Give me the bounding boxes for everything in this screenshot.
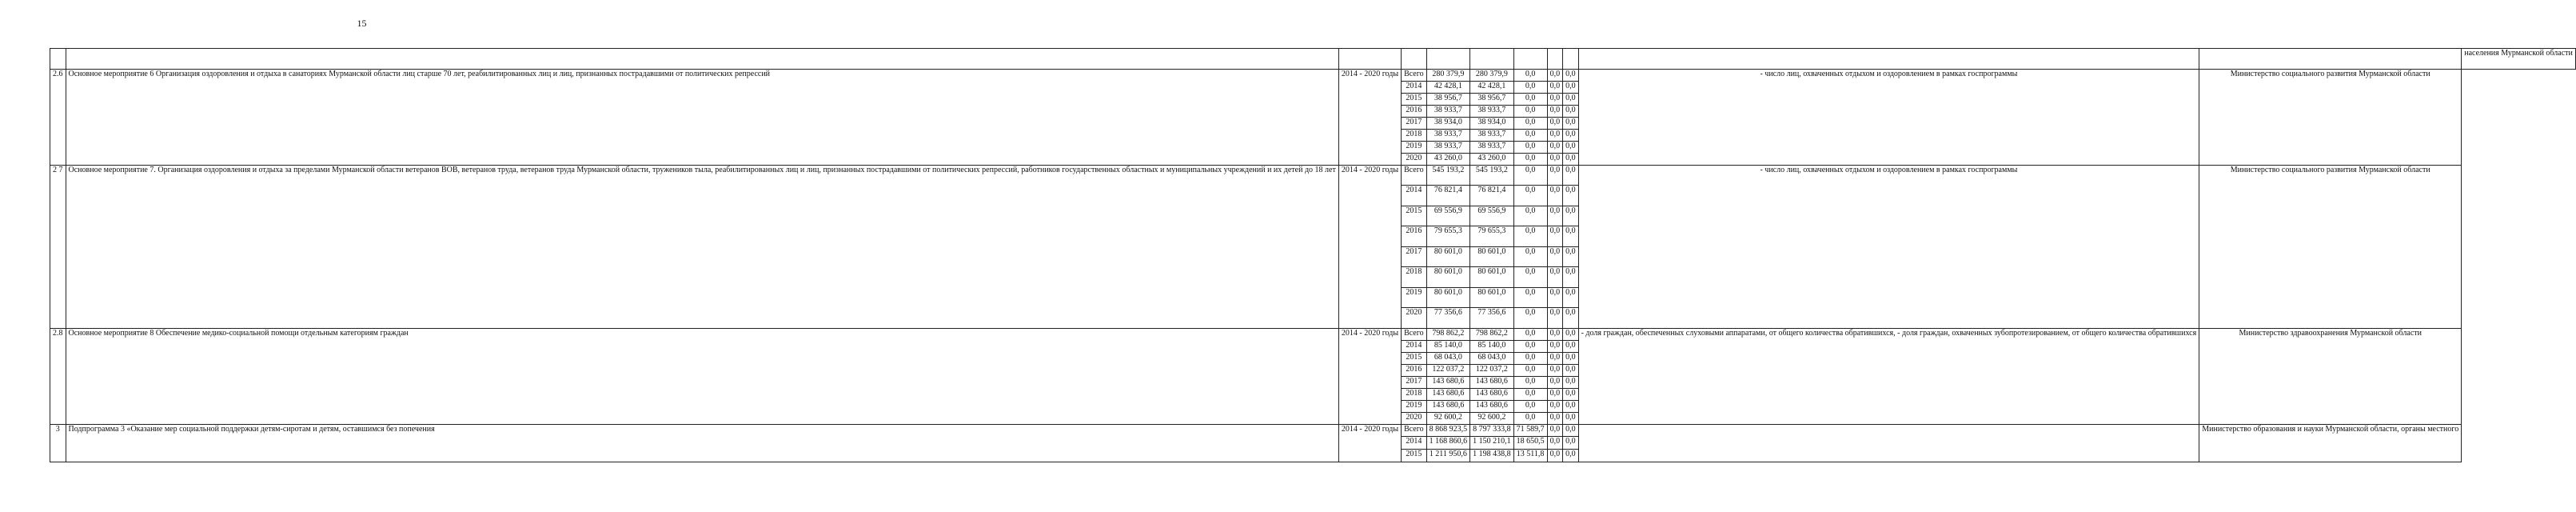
item-number: 2 7 <box>50 166 66 329</box>
total-cell: 8 868 923,5 <box>1426 425 1470 437</box>
table-row <box>50 425 2576 437</box>
item-period: 2014 - 2020 годы <box>1338 329 1401 425</box>
funding-cell-3: 0,0 <box>1547 166 1563 186</box>
funding-cell-4: 0,0 <box>1563 142 1579 154</box>
funding-cell-3: 0,0 <box>1547 425 1563 437</box>
funding-cell-2: 0,0 <box>1513 226 1547 247</box>
year-cell: 2017 <box>1402 247 1427 267</box>
total-cell: 143 680,6 <box>1426 377 1470 389</box>
funding-cell-4: 0,0 <box>1563 425 1579 437</box>
funding-cell-1: 79 655,3 <box>1470 226 1514 247</box>
year-cell: 2016 <box>1402 106 1427 118</box>
funding-cell-2: 0,0 <box>1513 142 1547 154</box>
year-cell: Всего <box>1402 70 1427 82</box>
total-cell: 68 043,0 <box>1426 353 1470 365</box>
total-cell: 545 193,2 <box>1426 166 1470 186</box>
funding-cell-1: 77 356,6 <box>1470 308 1514 329</box>
indicator-cell: - доля граждан, обеспеченных слуховыми аппаратами, от общего количества обратившихся, - доля граждан, охваченных зубопротезированием, от общего количества обратившихся <box>1578 329 2199 425</box>
funding-cell-3: 0,0 <box>1547 186 1563 206</box>
funding-cell-4: 0,0 <box>1563 377 1579 389</box>
funding-cell-2: 0,0 <box>1513 154 1547 166</box>
funding-cell-4: 0,0 <box>1563 401 1579 413</box>
funding-cell-3: 0,0 <box>1547 401 1563 413</box>
funding-cell-4: 0,0 <box>1563 450 1579 462</box>
funding-cell-3: 0,0 <box>1547 70 1563 82</box>
item-name: Основное мероприятие 6 Организация оздоровления и отдыха в санаториях Мурманской области лиц старше 70 лет, реабилитированных лиц и лиц, признанных пострадавшими от политических репрессий <box>66 70 1338 166</box>
total-cell: 79 655,3 <box>1426 226 1470 247</box>
funding-cell-3: 0,0 <box>1547 450 1563 462</box>
item-number: 2.6 <box>50 70 66 166</box>
funding-cell-2: 13 511,8 <box>1513 450 1547 462</box>
funding-cell-3: 0,0 <box>1547 118 1563 130</box>
item-period: 2014 - 2020 годы <box>1338 70 1401 166</box>
organization-cell: Министерство образования и науки Мурманской области, органы местного <box>2199 425 2462 462</box>
funding-cell-3: 0,0 <box>1547 288 1563 308</box>
funding-cell-1: 545 193,2 <box>1470 166 1514 186</box>
funding-cell-3: 0,0 <box>1547 142 1563 154</box>
funding-cell-2: 0,0 <box>1513 186 1547 206</box>
item-name: Основное мероприятие 8 Обеспечение медико-социальной помощи отдельным категориям граждан <box>66 329 1338 425</box>
funding-cell-1: 122 037,2 <box>1470 365 1514 377</box>
funding-cell-4: 0,0 <box>1563 267 1579 288</box>
organization-cell: Министерство социального развития Мурманской области <box>2199 70 2462 166</box>
funding-cell-2: 0,0 <box>1513 288 1547 308</box>
funding-cell-3: 0,0 <box>1547 413 1563 425</box>
funding-cell-4: 0,0 <box>1563 329 1579 341</box>
year-cell: 2020 <box>1402 308 1427 329</box>
funding-cell-1: 80 601,0 <box>1470 267 1514 288</box>
funding-cell-3: 0,0 <box>1547 308 1563 329</box>
funding-cell-4: 0,0 <box>1563 166 1579 186</box>
funding-cell-4: 0,0 <box>1563 341 1579 353</box>
funding-cell-3: 0,0 <box>1547 267 1563 288</box>
funding-cell-3: 0,0 <box>1547 437 1563 450</box>
year-cell: 2018 <box>1402 267 1427 288</box>
funding-cell-2: 0,0 <box>1513 413 1547 425</box>
funding-cell-1: 80 601,0 <box>1470 247 1514 267</box>
funding-cell-2: 0,0 <box>1513 82 1547 94</box>
year-cell: 2018 <box>1402 389 1427 401</box>
total-cell: 76 821,4 <box>1426 186 1470 206</box>
funding-cell-3: 0,0 <box>1547 341 1563 353</box>
total-cell: 143 680,6 <box>1426 389 1470 401</box>
empty-cell <box>66 49 1338 70</box>
year-cell: Всего <box>1402 425 1427 437</box>
funding-cell-4: 0,0 <box>1563 82 1579 94</box>
funding-cell-4: 0,0 <box>1563 389 1579 401</box>
organization-cell: Министерство социального развития Мурманской области <box>2199 166 2462 329</box>
funding-cell-1: 8 797 333,8 <box>1470 425 1514 437</box>
funding-cell-1: 1 198 438,8 <box>1470 450 1514 462</box>
funding-cell-2: 0,0 <box>1513 206 1547 226</box>
funding-cell-1: 38 933,7 <box>1470 142 1514 154</box>
year-cell: 2019 <box>1402 142 1427 154</box>
total-cell: 1 168 860,6 <box>1426 437 1470 450</box>
total-cell: 92 600,2 <box>1426 413 1470 425</box>
item-name: Подпрограмма 3 «Оказание мер социальной поддержки детям-сиротам и детям, оставшимся без попечения <box>66 425 1338 462</box>
funding-cell-1: 38 956,7 <box>1470 94 1514 106</box>
funding-cell-3: 0,0 <box>1547 329 1563 341</box>
funding-cell-4: 0,0 <box>1563 206 1579 226</box>
funding-cell-4: 0,0 <box>1563 130 1579 142</box>
funding-cell-4: 0,0 <box>1563 70 1579 82</box>
empty-cell <box>50 49 66 70</box>
funding-cell-4: 0,0 <box>1563 365 1579 377</box>
table-row <box>50 329 2576 341</box>
year-cell: Всего <box>1402 166 1427 186</box>
funding-cell-4: 0,0 <box>1563 154 1579 166</box>
total-cell: 38 933,7 <box>1426 130 1470 142</box>
funding-cell-1: 38 933,7 <box>1470 130 1514 142</box>
funding-cell-1: 76 821,4 <box>1470 186 1514 206</box>
funding-cell-1: 80 601,0 <box>1470 288 1514 308</box>
year-cell: 2014 <box>1402 341 1427 353</box>
total-cell: 122 037,2 <box>1426 365 1470 377</box>
table-row <box>50 70 2576 82</box>
funding-cell-3: 0,0 <box>1547 389 1563 401</box>
funding-cell-4: 0,0 <box>1563 118 1579 130</box>
funding-cell-2: 0,0 <box>1513 308 1547 329</box>
year-cell: 2020 <box>1402 154 1427 166</box>
total-cell: 143 680,6 <box>1426 401 1470 413</box>
empty-cell <box>1578 49 2199 70</box>
funding-cell-3: 0,0 <box>1547 82 1563 94</box>
funding-cell-2: 0,0 <box>1513 130 1547 142</box>
funding-cell-2: 71 589,7 <box>1513 425 1547 437</box>
funding-cell-1: 143 680,6 <box>1470 389 1514 401</box>
funding-cell-4: 0,0 <box>1563 437 1579 450</box>
indicator-cell: - число лиц, охваченных отдыхом и оздоровлением в рамках госпрограммы <box>1578 70 2199 166</box>
funding-cell-1: 143 680,6 <box>1470 401 1514 413</box>
total-cell: 80 601,0 <box>1426 247 1470 267</box>
funding-cell-2: 0,0 <box>1513 70 1547 82</box>
year-cell: 2014 <box>1402 186 1427 206</box>
funding-cell-2: 0,0 <box>1513 377 1547 389</box>
funding-cell-2: 0,0 <box>1513 166 1547 186</box>
funding-cell-2: 18 650,5 <box>1513 437 1547 450</box>
empty-cell <box>1563 49 1579 70</box>
total-cell: 43 260,0 <box>1426 154 1470 166</box>
total-cell: 798 862,2 <box>1426 329 1470 341</box>
total-cell: 85 140,0 <box>1426 341 1470 353</box>
funding-cell-1: 798 862,2 <box>1470 329 1514 341</box>
empty-cell <box>1338 49 1401 70</box>
funding-cell-3: 0,0 <box>1547 226 1563 247</box>
funding-cell-1: 38 933,7 <box>1470 106 1514 118</box>
funding-cell-3: 0,0 <box>1547 106 1563 118</box>
funding-cell-3: 0,0 <box>1547 94 1563 106</box>
total-cell: 80 601,0 <box>1426 267 1470 288</box>
funding-cell-1: 42 428,1 <box>1470 82 1514 94</box>
organization-cell: населения Мурманской области <box>2462 49 2576 70</box>
indicator-cell: - число лиц, охваченных отдыхом и оздоровлением в рамках госпрограммы <box>1578 166 2199 329</box>
funding-cell-2: 0,0 <box>1513 353 1547 365</box>
empty-cell <box>1426 49 1470 70</box>
empty-cell <box>2199 49 2462 70</box>
page-number: 15 <box>357 18 367 29</box>
funding-cell-3: 0,0 <box>1547 365 1563 377</box>
funding-cell-2: 0,0 <box>1513 94 1547 106</box>
item-name: Основное мероприятие 7. Организация оздоровления и отдыха за пределами Мурманской области ветеранов ВОВ, ветеранов труда, ветеранов труда Мурманской области, тружеников тыла, реабилитированных лиц и лиц, признанных пострадавшими от политических репрессий, работников государственных областных и муниципальных учреждений и их детей до 18 лет <box>66 166 1338 329</box>
funding-cell-2: 0,0 <box>1513 389 1547 401</box>
total-cell: 38 933,7 <box>1426 106 1470 118</box>
year-cell: 2017 <box>1402 118 1427 130</box>
organization-cell: Министерство здравоохранения Мурманской области <box>2199 329 2462 425</box>
table-row <box>50 166 2576 186</box>
total-cell: 280 379,9 <box>1426 70 1470 82</box>
item-period: 2014 - 2020 годы <box>1338 425 1401 462</box>
funding-cell-4: 0,0 <box>1563 226 1579 247</box>
item-number: 2.8 <box>50 329 66 425</box>
funding-cell-2: 0,0 <box>1513 106 1547 118</box>
indicator-cell <box>1578 425 2199 462</box>
empty-cell <box>1470 49 1514 70</box>
item-number: 3 <box>50 425 66 462</box>
funding-cell-1: 92 600,2 <box>1470 413 1514 425</box>
funding-cell-1: 68 043,0 <box>1470 353 1514 365</box>
funding-cell-3: 0,0 <box>1547 154 1563 166</box>
total-cell: 80 601,0 <box>1426 288 1470 308</box>
year-cell: 2017 <box>1402 377 1427 389</box>
year-cell: 2014 <box>1402 82 1427 94</box>
total-cell: 38 956,7 <box>1426 94 1470 106</box>
funding-cell-2: 0,0 <box>1513 267 1547 288</box>
total-cell: 69 556,9 <box>1426 206 1470 226</box>
year-cell: 2015 <box>1402 94 1427 106</box>
funding-cell-2: 0,0 <box>1513 341 1547 353</box>
funding-cell-4: 0,0 <box>1563 186 1579 206</box>
total-cell: 77 356,6 <box>1426 308 1470 329</box>
funding-cell-2: 0,0 <box>1513 247 1547 267</box>
year-cell: 2014 <box>1402 437 1427 450</box>
funding-cell-1: 85 140,0 <box>1470 341 1514 353</box>
year-cell: 2015 <box>1402 353 1427 365</box>
funding-cell-4: 0,0 <box>1563 94 1579 106</box>
funding-cell-3: 0,0 <box>1547 353 1563 365</box>
funding-cell-1: 43 260,0 <box>1470 154 1514 166</box>
funding-cell-4: 0,0 <box>1563 308 1579 329</box>
total-cell: 1 211 950,6 <box>1426 450 1470 462</box>
funding-cell-4: 0,0 <box>1563 106 1579 118</box>
year-cell: 2015 <box>1402 450 1427 462</box>
funding-cell-2: 0,0 <box>1513 329 1547 341</box>
funding-cell-3: 0,0 <box>1547 247 1563 267</box>
year-cell: 2016 <box>1402 226 1427 247</box>
year-cell: 2015 <box>1402 206 1427 226</box>
year-cell: 2016 <box>1402 365 1427 377</box>
funding-cell-4: 0,0 <box>1563 288 1579 308</box>
funding-cell-3: 0,0 <box>1547 206 1563 226</box>
year-cell: Всего <box>1402 329 1427 341</box>
total-cell: 38 933,7 <box>1426 142 1470 154</box>
funding-cell-2: 0,0 <box>1513 118 1547 130</box>
funding-cell-3: 0,0 <box>1547 130 1563 142</box>
total-cell: 42 428,1 <box>1426 82 1470 94</box>
header-strip-row <box>50 49 2576 70</box>
program-table <box>50 48 2576 462</box>
funding-cell-1: 1 150 210,1 <box>1470 437 1514 450</box>
empty-cell <box>1513 49 1547 70</box>
year-cell: 2020 <box>1402 413 1427 425</box>
year-cell: 2018 <box>1402 130 1427 142</box>
funding-cell-4: 0,0 <box>1563 247 1579 267</box>
funding-cell-1: 69 556,9 <box>1470 206 1514 226</box>
item-period: 2014 - 2020 годы <box>1338 166 1401 329</box>
funding-cell-3: 0,0 <box>1547 377 1563 389</box>
empty-cell <box>1547 49 1563 70</box>
total-cell: 38 934,0 <box>1426 118 1470 130</box>
year-cell: 2019 <box>1402 401 1427 413</box>
funding-cell-4: 0,0 <box>1563 413 1579 425</box>
funding-cell-2: 0,0 <box>1513 365 1547 377</box>
funding-cell-1: 38 934,0 <box>1470 118 1514 130</box>
funding-cell-1: 143 680,6 <box>1470 377 1514 389</box>
funding-cell-2: 0,0 <box>1513 401 1547 413</box>
year-cell: 2019 <box>1402 288 1427 308</box>
empty-cell <box>1402 49 1427 70</box>
funding-cell-1: 280 379,9 <box>1470 70 1514 82</box>
funding-cell-4: 0,0 <box>1563 353 1579 365</box>
